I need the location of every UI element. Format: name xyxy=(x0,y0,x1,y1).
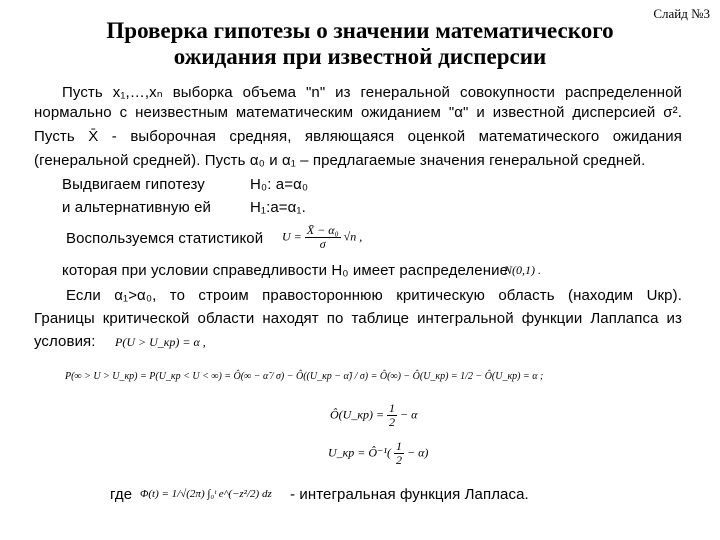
laplace-function-formula: Φ(t) = 1/√(2π) ∫₀ᵗ e^(−z²/2) dz xyxy=(140,488,272,500)
statistic-label: Воспользуемся статистикой xyxy=(66,230,264,247)
condition-formula: P(U > U_кр) = α , xyxy=(115,335,206,349)
laplace-where: где xyxy=(110,486,133,503)
ukr-equation: U_кр = Ô⁻¹( $\frac{1}{2}$ − α) xyxy=(328,439,429,467)
phi-equation: Ô(U_кр) = $\frac{1}{2}$ − α xyxy=(330,401,418,429)
text-line-3: Пусть X̄ - выборочная средняя, являющаяся оценкой математического ожидания xyxy=(34,128,682,145)
laplace-caption: - интегральная функция Лапласа. xyxy=(290,486,529,503)
title-line-1: Проверка гипотезы о значении математического xyxy=(106,18,614,43)
laplace-chain-formula: P(∞ > U > U_кр) = P(U_кр < U < ∞) = Ô(∞ − α̃ / σ) − Ô((U_кр − α̃) / σ) = Ô(∞) − Ô(U_кр) = 1/2 − Ô(U_кр) = α ; xyxy=(65,371,544,382)
statistic-formula: U = $\frac{\text{X̄ − α₀}}{\sigma}$ √n , xyxy=(282,223,363,251)
text-line-2: нормально с неизвестным математическим ожиданием "α" и известной дисперсией σ². xyxy=(34,104,682,121)
slide-number: Слайд №3 xyxy=(653,6,710,21)
hypothesis-h0: H₀: a=α₀ xyxy=(250,176,309,193)
hypothesis-label: Выдвигаем гипотезу xyxy=(62,176,205,193)
text-line-9: Если α₁>α₀, то строим правостороннюю критическую область (находим Uкр). xyxy=(66,287,682,304)
text-line-10: Границы критической области находят по таблице интегральной функции Лаплапса из xyxy=(34,310,682,327)
text-line-11: условия: xyxy=(34,333,96,350)
text-line-1: Пусть x₁,…,xₙ выборка объема "n" из генеральной совокупности распределенной xyxy=(62,84,682,101)
text-line-4: (генеральной средней). Пусть α₀ и α₁ – предлагаемые значения генеральной средней. xyxy=(34,152,646,169)
alternative-label: и альтернативную ей xyxy=(62,199,212,216)
hypothesis-h1: H₁:a=α₁. xyxy=(250,199,306,216)
slide-title xyxy=(60,18,660,70)
normal-distribution: N(0,1) . xyxy=(504,263,541,277)
text-line-8: которая при условии справедливости H₀ имеет распределение xyxy=(62,262,509,279)
title-line-2: ожидания при известной дисперсии xyxy=(173,44,547,69)
